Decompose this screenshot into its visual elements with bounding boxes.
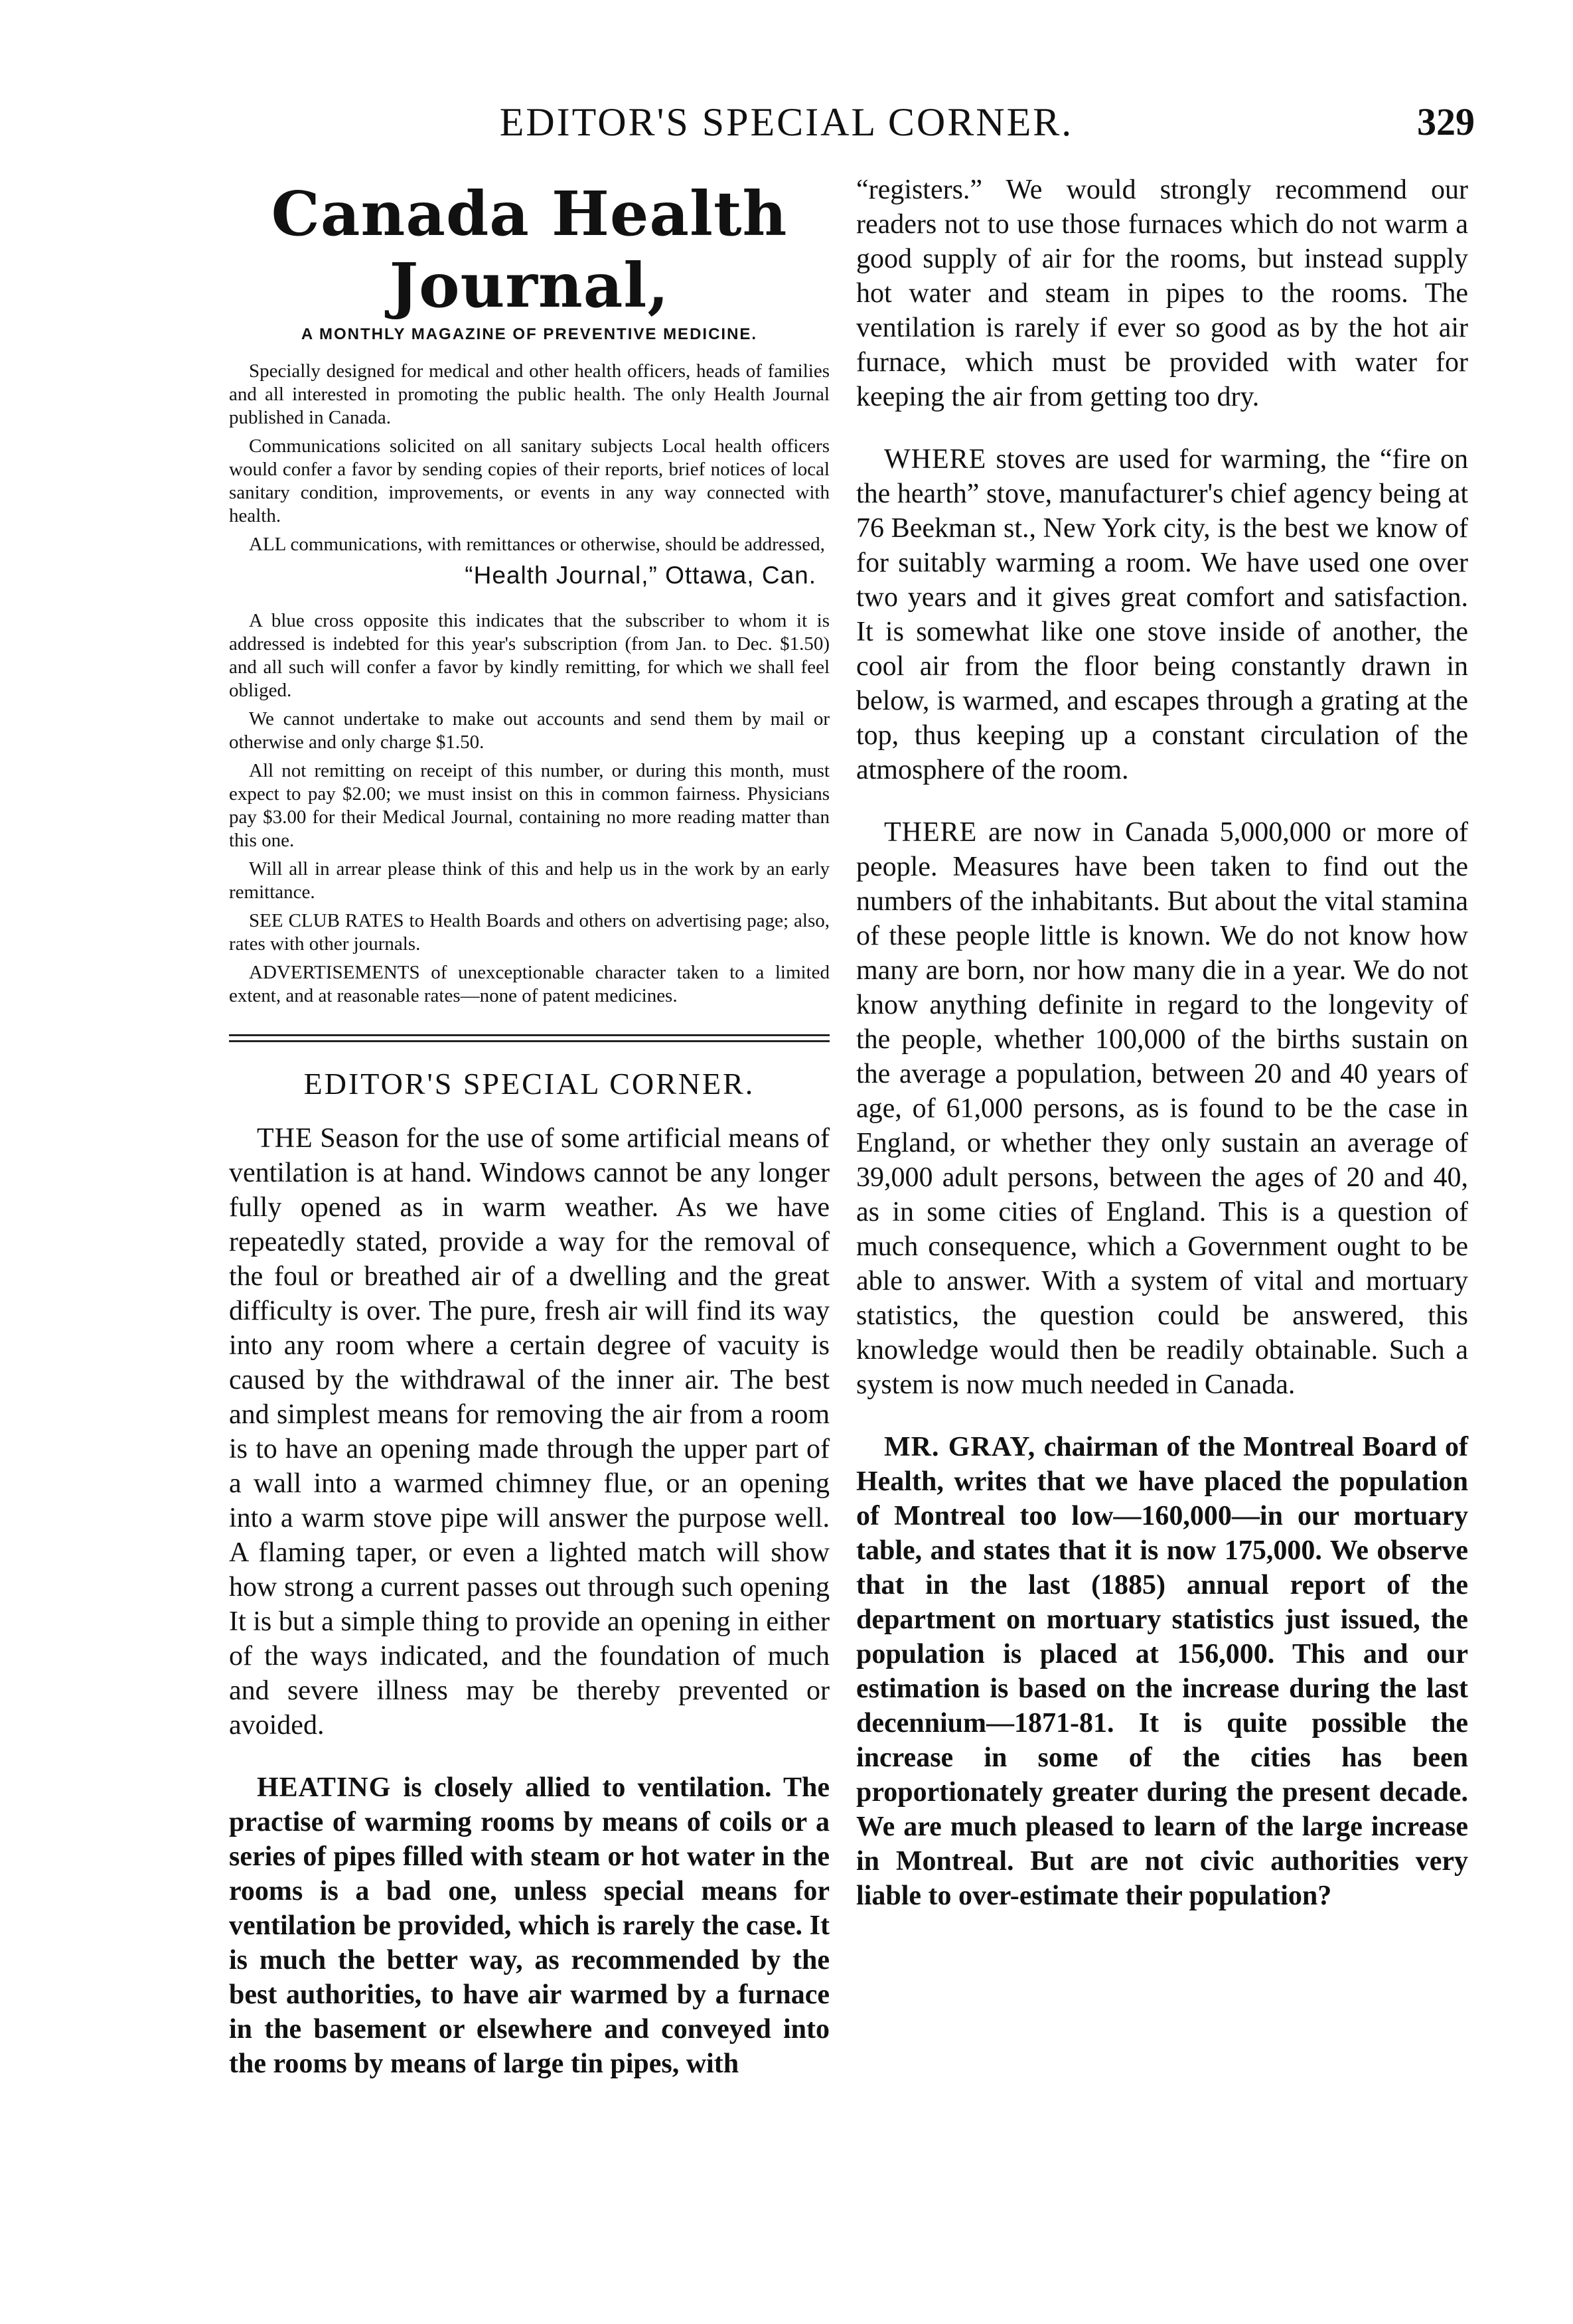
paragraph-lead: THERE <box>884 817 978 848</box>
right-column <box>856 173 1468 1941</box>
left-column <box>229 173 830 2109</box>
paragraph-lead: MR. GRAY, <box>884 1432 1036 1462</box>
notice-paragraph: We cannot undertake to make out accounts and send them by mail or otherwise and only charge $1.50. <box>229 708 830 753</box>
notice-paragraph: All not remitting on receipt of this number, or during this month, must expect to pay $2.00; we must insist on this in common fairness. Physicians pay $3.00 for their Medical Journal, containing no more reading matter than this one. <box>229 760 830 851</box>
paragraph-text: are now in Canada 5,000,000 or more of people. Measures have been taken to find out the numbers of the inhabitants. But about the vital stamina of these people little is known. We do not know how many are born, nor how many die in a year. We do not know anything definite in regard to the longevity of the people, whether 100,000 of the births sustain on the average a population, between 20 and 40 years of age, of 61,000 persons, as is found to be the case in England, or whether they only sustain an average of 39,000 adult persons, between the ages of 20 and 40, as in some cities of England. This is a question of much consequence, which a Government ought to be able to answer. With a system of vital and mortuary statistics, the question could be answered, this knowledge would then be readily obtainable. Such a system is now much needed in Canada. <box>856 817 1468 1400</box>
article-paragraph <box>229 1121 830 1743</box>
article-paragraph <box>856 173 1468 414</box>
article-paragraph <box>856 442 1468 787</box>
paragraph-text: chairman of the Montreal Board of Health, writes that we have placed the population of Montreal too low—160,000—in our mortuary table, and states that it is now 175,000. We observe that in the last (1885) annual report of the department on mortuary statistics just issued, the population is placed at 156,000. This and our estimation is based on the increase during the last decennium—1871-81. It is quite possible the increase in some of the cities has been proportionately greater during the present decade. We are much pleased to learn of the large increase in Montreal. But are not civic authorities very liable to over-estimate their population? <box>856 1432 1468 1911</box>
article-paragraph <box>856 815 1468 1402</box>
paragraph-text: “registers.” We would strongly recommend our readers not to use those furnaces which do not warm a good supply of air for the rooms, but instead supply hot water and steam in pipes to the rooms. The ventilation is rarely if ever so good as by the hot air furnace, which must be provided with water for keeping the air from getting too dry. <box>856 175 1468 412</box>
section-divider <box>229 1034 830 1042</box>
article-paragraph <box>856 1430 1468 1913</box>
paragraph-lead: THE <box>257 1123 313 1154</box>
notice-paragraph: Specially designed for medical and other health officers, heads of families and all interested in promoting the public health. The only Health Journal published in Canada. <box>229 360 830 428</box>
notice-paragraph: ALL communications, with remittances or otherwise, should be addressed, <box>249 534 825 555</box>
paragraph-text: is closely allied to ventilation. The practise of warming rooms by means of coils or a series of pipes filled with steam or hot water in the rooms is a bad one, unless special means for ventilation be provided, which is rarely the case. It is much the better way, as recommended by the best authorities, to have air warmed by a furnace in the basement or elsewhere and conveyed into the rooms by means of large tin pipes, with <box>229 1772 830 2079</box>
page-number: 329 <box>1417 100 1475 143</box>
paragraph-lead: HEATING <box>257 1772 392 1803</box>
paragraph-text: Season for the use of some artificial means of ventilation is at hand. Windows cannot be any longer fully opened as in warm weather. As we have repeatedly stated, provide a way for the removal of the foul or breathed air of a dwelling and the great difficulty is over. The pure, fresh air will find its way into any room where a certain degree of vacuity is caused by the withdrawal of the inner air. The best and simplest means for removing the air from a room is to have an opening made through the upper part of a wall into a warmed chimney flue, or an opening into a warm stove pipe will answer the purpose well. A flaming taper, or even a lighted match will show how strong a current passes out through such opening It is but a simple thing to provide an opening in either of the ways indicated, and the foundation of much and severe illness may be thereby prevented or avoided. <box>229 1123 830 1741</box>
notice-paragraph: SEE CLUB RATES to Health Boards and others on advertising page; also, rates with other journals. <box>229 910 830 955</box>
notice-paragraph: A blue cross opposite this indicates that the subscriber to whom it is addressed is indebted for this year's subscription (from Jan. to Dec. $1.50) and all such will confer a favor by kindly remitting, for which we shall feel obliged. <box>229 610 830 701</box>
page-header <box>0 100 1573 153</box>
paragraph-text: stoves are used for warming, the “fire on the hearth” stove, manufacturer's chief agency being at 76 Beekman st., New York city, is the best we know of for suitably warming a room. We have used one over two years and it gives great comfort and satisfaction. It is somewhat like one stove inside of another, the cool air from the floor being constantly drawn in below, is warmed, and escapes through a grating at the top, thus keeping up a constant circulation of the atmosphere of the room. <box>856 444 1468 785</box>
masthead-subtitle: A MONTHLY MAGAZINE OF PREVENTIVE MEDICINE. <box>301 325 758 343</box>
running-head: EDITOR'S SPECIAL CORNER. <box>499 100 1074 144</box>
journal-address: “Health Journal,” Ottawa, Can. <box>465 562 816 589</box>
notice-paragraph: ADVERTISEMENTS of unexceptionable character taken to a limited extent, and at reasonable rates—none of patent medicines. <box>229 962 830 1006</box>
article-paragraph <box>229 1770 830 2081</box>
section-title: EDITOR'S SPECIAL CORNER. <box>303 1067 755 1101</box>
divider-rule <box>229 1034 830 1036</box>
masthead-title: Canada Health Journal, <box>271 178 788 321</box>
notice-paragraph: Will all in arrear please think of this and help us in the work by an early remittance. <box>229 858 830 903</box>
divider-rule <box>229 1040 830 1042</box>
notice-paragraph: Communications solicited on all sanitary subjects Local health officers would confer a favor by sending copies of their reports, brief notices of local sanitary condition, improvements, or events in any way connected with health. <box>229 435 830 526</box>
paragraph-lead: WHERE <box>884 444 987 475</box>
